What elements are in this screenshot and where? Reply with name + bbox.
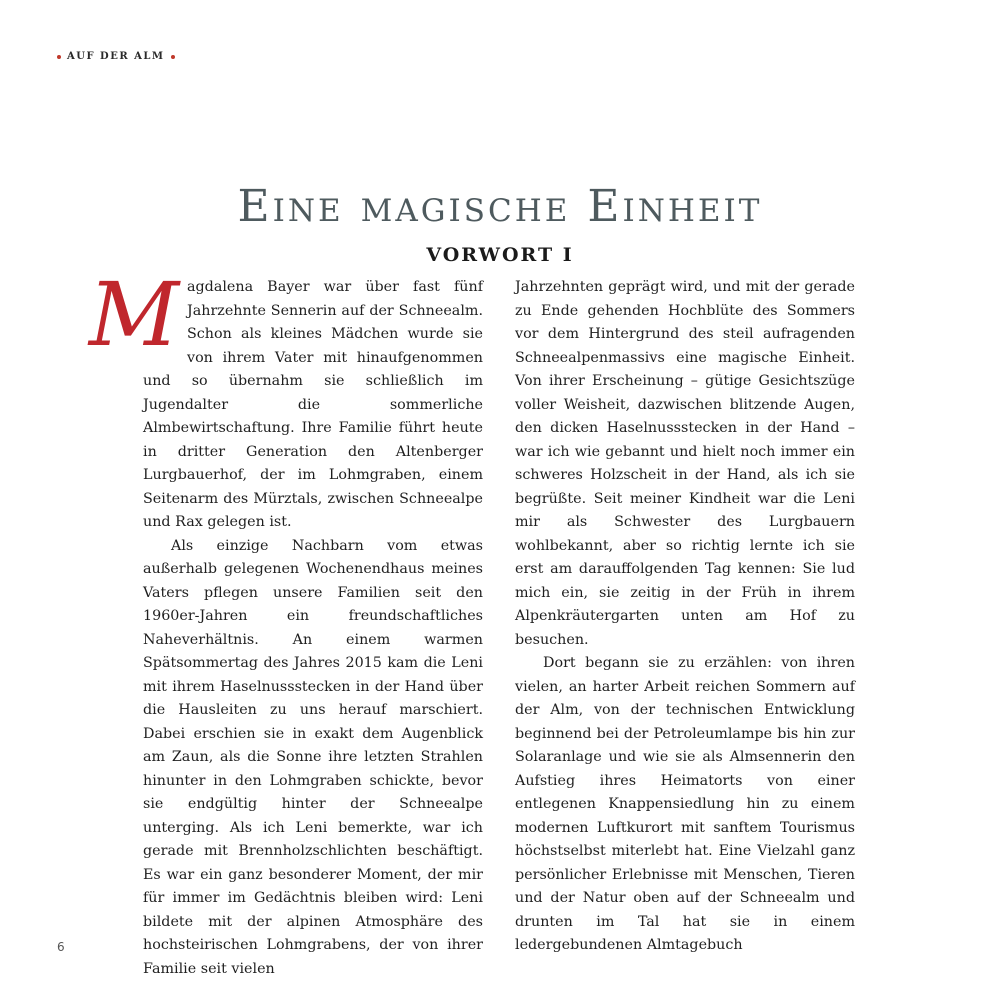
- section-label: AUF DER ALM: [67, 51, 165, 62]
- paragraph: Als einzige Nachbarn vom etwas außerhalb gelegenen Wochenendhaus meines Vaters pflegen unsere Familien seit den 1960er-Jahren ein freundschaftliches Naheverhältnis. An einem warmen Spätsommertag des Jahres 2015 kam die Leni mit ihrem Haselnussstecken in der Hand über die Hausleiten zu uns herauf marschiert. Dabei erschien sie in exakt dem Augenblick am Zaun, als die Sonne ihre letzten Strahlen hinunter in den Lohmgraben schickte, bevor sie endgültig hinter der Schneealpe unterging. Als ich Leni bemerkte, war ich gerade mit Brennholzschlichten beschäftigt. Es war ein ganz besonderer Moment, der mir für immer im Gedächtnis bleiben wird: Leni bildete mit der alpinen Atmosphäre des hochsteirischen Lohmgrabens, der von ihrer Familie seit vielen: [143, 537, 483, 977]
- bullet-left-icon: [57, 55, 61, 59]
- drop-cap: M: [88, 263, 179, 366]
- paragraph-text: agdalena Bayer war über fast fünf Jahrzehnte Sennerin auf der Schneealm. Schon als kleines Mädchen wurde sie von ihrem Vater mit hinaufgenommen und so übernahm sie schließlich im Jugendalter die sommerliche Almbewirtschaftung. Ihre Familie führt heute in dritter Generation den Altenberger Lurgbauerhof, der im Lohmgraben, einem Seitenarm des Mürztals, zwischen Schneealpe und Rax gelegen ist.: [143, 279, 483, 530]
- chapter-title: Eine magische Einheit: [237, 181, 763, 233]
- paragraph: [88, 263, 483, 535]
- chapter-subtitle: VORWORT I: [426, 243, 574, 266]
- page-number: 6: [57, 940, 65, 954]
- text-column-left: [88, 263, 483, 981]
- text-column-right: [515, 276, 855, 958]
- running-header: [57, 51, 175, 62]
- paragraph: Dort begann sie zu erzählen: von ihren vielen, an harter Arbeit reichen Sommern auf der Alm, von der technischen Entwicklung beginnend bei der Petroleumlampe bis hin zur Solaranlage und wie sie als Almsennerin den Aufstieg ihres Heimatorts von einer entlegenen Knappensiedlung hin zu einem modernen Luftkurort mit sanftem Tourismus höchstselbst miterlebt hat. Eine Vielzahl ganz persönlicher Erlebnisse mit Menschen, Tieren und der Natur oben auf der Schneealm und drunten im Tal hat sie in einem ledergebundenen Almtagebuch: [515, 655, 855, 953]
- paragraph: Jahrzehnten geprägt wird, und mit der gerade zu Ende gehenden Hochblüte des Sommers vor dem Hintergrund des steil aufragenden Schneealpenmassivs eine magische Einheit. Von ihrer Erscheinung – gütige Gesichtszüge voller Weisheit, dazwischen blitzende Augen, den dicken Haselnussstecken in der Hand – war ich wie gebannt und hielt noch immer ein schweres Holzscheit in der Hand, als ich sie begrüßte. Seit meiner Kindheit war die Leni mir als Schwester des Lurgbauern wohlbekannt, aber so richtig lernte ich sie erst am darauffolgenden Tag kennen: Sie lud mich ein, sie zeitig in der Früh in ihrem Alpenkräutergarten unten am Hof zu besuchen.: [515, 279, 855, 648]
- bullet-right-icon: [171, 55, 175, 59]
